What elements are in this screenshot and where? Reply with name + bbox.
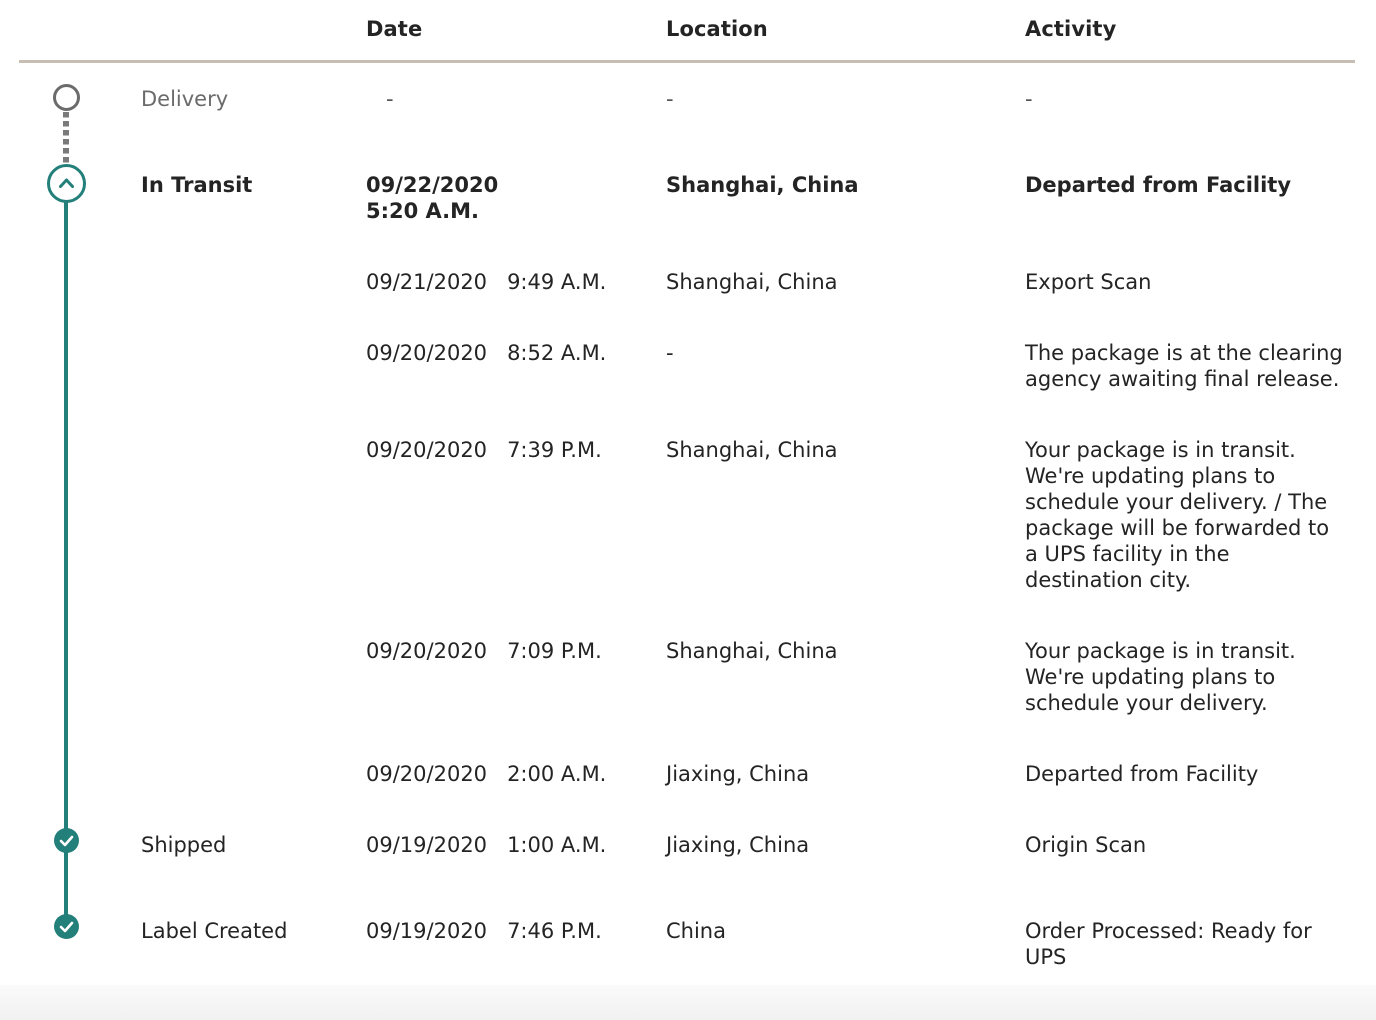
event-location: Shanghai, China	[666, 270, 838, 294]
timeline-pending-connector	[63, 112, 69, 170]
milestone-label-label-created: Label Created	[141, 919, 288, 943]
in-transit-location: Shanghai, China	[666, 173, 859, 197]
label-created-date: 09/19/2020 7:46 P.M.	[366, 919, 602, 943]
event-activity: Your package is in transit. We're updating plans to schedule your delivery.	[1025, 639, 1296, 715]
event-date: 09/20/2020 2:00 A.M.	[366, 762, 607, 786]
milestone-label-in-transit: In Transit	[141, 173, 253, 197]
circle-empty-icon	[53, 84, 80, 111]
check-icon	[54, 828, 79, 853]
milestone-label-shipped: Shipped	[141, 833, 227, 857]
event-date: 09/20/2020 8:52 A.M.	[366, 341, 607, 365]
delivery-location: -	[666, 87, 674, 111]
in-transit-activity: Departed from Facility	[1025, 173, 1292, 197]
event-location: -	[666, 341, 674, 365]
shipped-activity: Origin Scan	[1025, 833, 1147, 857]
in-transit-date	[366, 172, 498, 224]
column-header-date: Date	[366, 17, 423, 41]
event-date: 09/21/2020 9:49 A.M.	[366, 270, 607, 294]
column-header-location: Location	[666, 17, 768, 41]
shipped-location: Jiaxing, China	[666, 833, 810, 857]
table-header	[0, 0, 1376, 62]
header-divider	[19, 60, 1355, 63]
event-activity: The package is at the clearing agency awaiting final release.	[1025, 341, 1343, 391]
event-location: Jiaxing, China	[666, 762, 810, 786]
delivery-date: -	[386, 87, 394, 111]
in-transit-date-time: 5:20 A.M.	[366, 199, 480, 223]
event-date: 09/20/2020 7:39 P.M.	[366, 438, 602, 462]
timeline-progress-line	[64, 200, 68, 930]
label-created-activity: Order Processed: Ready for UPS	[1025, 919, 1312, 969]
event-activity: Export Scan	[1025, 270, 1152, 294]
column-header-activity: Activity	[1025, 17, 1117, 41]
event-location: Shanghai, China	[666, 438, 838, 462]
shipped-date: 09/19/2020 1:00 A.M.	[366, 833, 607, 857]
chevron-up-icon	[50, 167, 83, 200]
page-bottom-edge	[0, 985, 1376, 1020]
label-created-location: China	[666, 919, 726, 943]
timeline-toggle-button[interactable]	[47, 164, 86, 203]
event-date: 09/20/2020 7:09 P.M.	[366, 639, 602, 663]
event-activity: Departed from Facility	[1025, 762, 1259, 786]
delivery-activity: -	[1025, 87, 1033, 111]
in-transit-date-day: 09/22/2020	[366, 173, 499, 197]
event-activity: Your package is in transit. We're updating plans to schedule your delivery. / The package will be forwarded to a UPS facility in the destination city.	[1025, 438, 1330, 592]
check-icon	[54, 914, 79, 939]
event-location: Shanghai, China	[666, 639, 838, 663]
milestone-label-delivery: Delivery	[141, 87, 229, 111]
